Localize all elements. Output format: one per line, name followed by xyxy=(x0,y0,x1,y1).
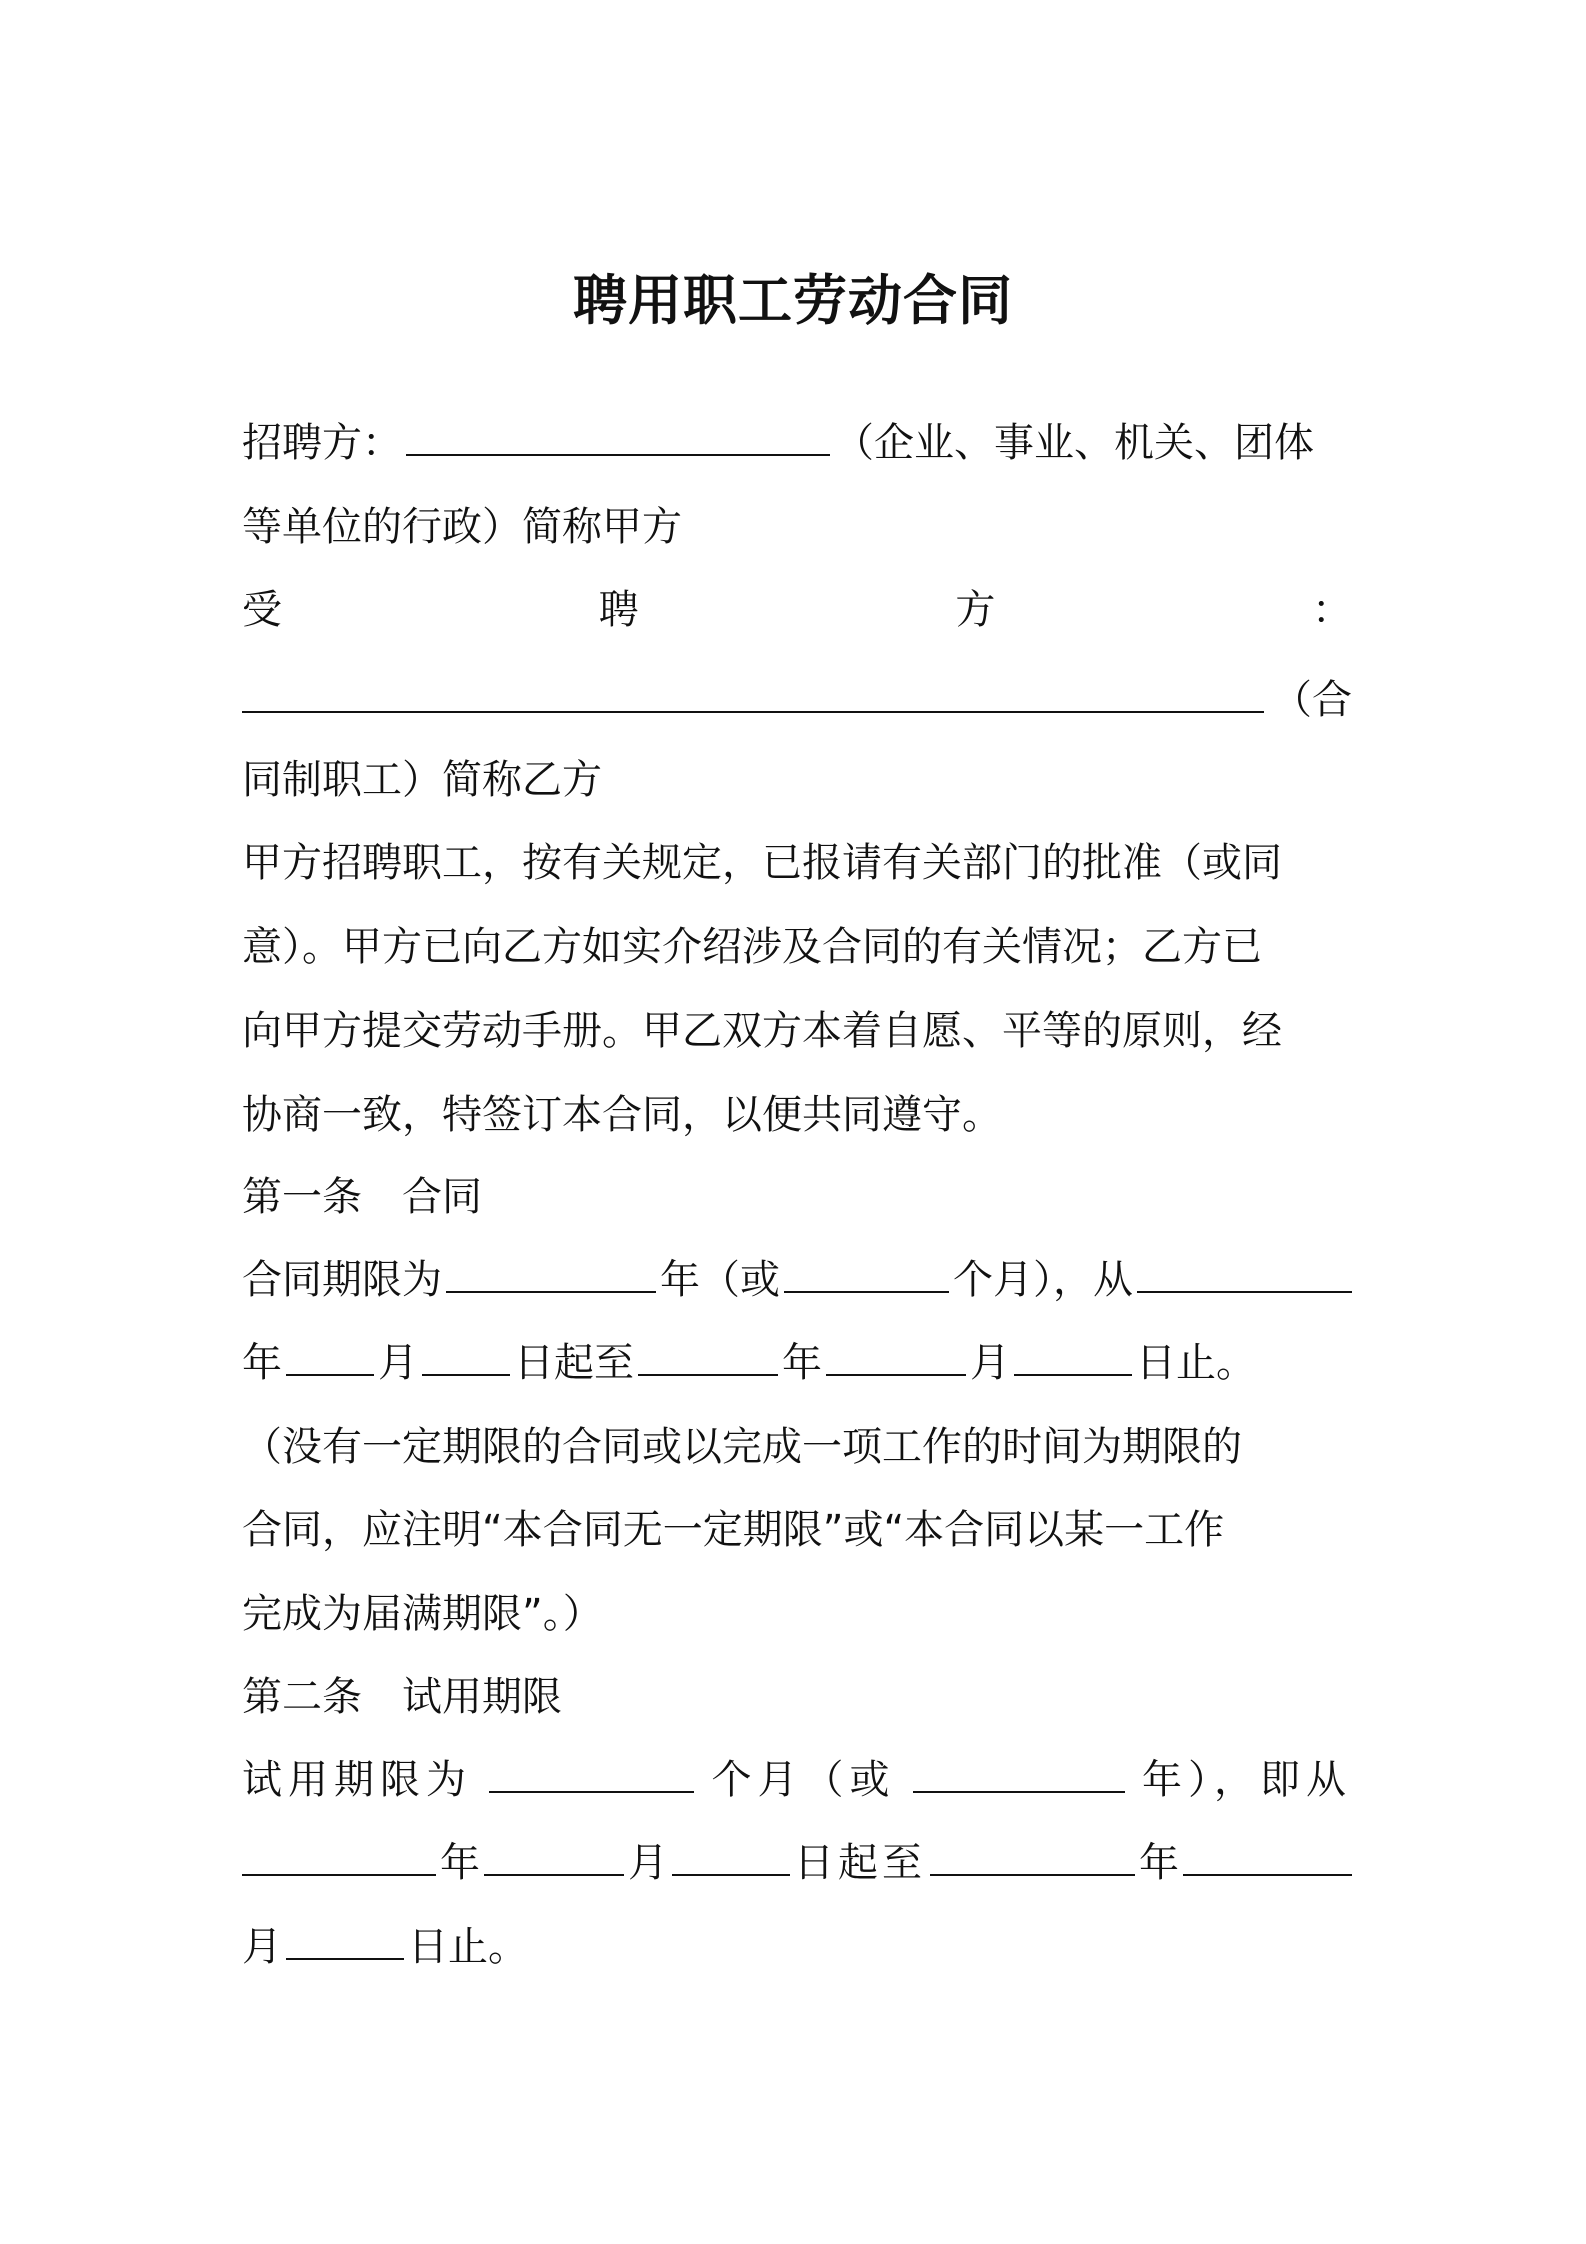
party-a-note: （企业、事业、机关、团体 xyxy=(834,420,1314,466)
month-label: 月 xyxy=(970,1340,1010,1386)
party-b-char: ： xyxy=(1311,587,1352,633)
party-b-label-line xyxy=(242,585,1352,635)
year-label: 年 xyxy=(660,1257,700,1303)
months-from-label: 个月），从 xyxy=(953,1257,1133,1303)
trial-from-month-blank xyxy=(484,1840,624,1876)
from-year-blank xyxy=(1137,1257,1352,1293)
party-b-blank xyxy=(242,677,1264,713)
article-2-end-line xyxy=(242,1922,1352,1972)
party-b-char: 聘 xyxy=(598,587,639,633)
trial-to-month-blank xyxy=(1183,1840,1352,1876)
month-label: 月 xyxy=(628,1840,668,1886)
term-months-blank xyxy=(784,1257,949,1293)
trial-year-from-label: 年），即从 xyxy=(1142,1757,1352,1803)
intro-line: 甲方招聘职工，按有关规定，已报请有关部门的批准（或同 xyxy=(242,840,1282,886)
party-a-label: 招聘方： xyxy=(242,420,402,466)
trial-from-day-blank xyxy=(672,1840,790,1876)
from-day-blank xyxy=(422,1340,510,1376)
month-label: 月 xyxy=(242,1924,282,1970)
trial-months-blank xyxy=(489,1757,694,1793)
day-from-label: 日起至 xyxy=(514,1340,634,1386)
intro-line: 协商一致，特签订本合同，以便共同遵守。 xyxy=(242,1092,1002,1138)
term-label: 合同期限为 xyxy=(242,1257,442,1303)
article-1-note: 合同，应注明“本合同无一定期限”或“本合同以某一工作 xyxy=(242,1507,1225,1553)
intro-line: 意）。甲方已向乙方如实介绍涉及合同的有关情况；乙方已 xyxy=(242,924,1262,970)
year-label: 年 xyxy=(782,1340,822,1386)
article-2-heading: 第二条 试用期限 xyxy=(242,1674,562,1720)
day-end-label: 日止。 xyxy=(408,1924,528,1970)
trial-term-label: 试用期限为 xyxy=(242,1757,472,1803)
trial-to-day-blank xyxy=(286,1924,404,1960)
article-2-term-line xyxy=(242,1755,1352,1805)
trial-years-blank xyxy=(913,1757,1125,1793)
party-a-blank xyxy=(406,420,830,456)
party-a-line xyxy=(242,418,1352,468)
year-label: 年 xyxy=(1139,1840,1179,1886)
trial-to-year-blank xyxy=(930,1840,1135,1876)
trial-from-year-blank xyxy=(242,1840,436,1876)
party-b-blank-line xyxy=(242,675,1352,725)
article-2-date-line xyxy=(242,1838,1352,1888)
to-day-blank xyxy=(1014,1340,1132,1376)
from-month-blank xyxy=(286,1340,374,1376)
day-from-label: 日起至 xyxy=(794,1840,926,1886)
party-b-note: （合 xyxy=(1272,677,1352,723)
article-1-date-line xyxy=(242,1338,1352,1388)
year-label: 年 xyxy=(242,1340,282,1386)
article-1-note: （没有一定期限的合同或以完成一项工作的时间为期限的 xyxy=(242,1424,1242,1470)
term-years-blank xyxy=(446,1257,656,1293)
to-year-blank xyxy=(638,1340,778,1376)
month-label: 月 xyxy=(378,1340,418,1386)
or-label: （或 xyxy=(700,1257,780,1303)
intro-line: 向甲方提交劳动手册。甲乙双方本着自愿、平等的原则，经 xyxy=(242,1008,1282,1054)
party-b-char: 方 xyxy=(955,587,996,633)
party-b-char: 受 xyxy=(242,587,282,633)
party-b-note-cont: 同制职工）简称乙方 xyxy=(242,757,602,803)
year-label: 年 xyxy=(440,1840,480,1886)
to-month-blank xyxy=(826,1340,966,1376)
document-title: 聘用职工劳动合同 xyxy=(573,269,1013,332)
article-1-term-line xyxy=(242,1255,1352,1305)
party-a-note-cont: 等单位的行政）简称甲方 xyxy=(242,504,682,550)
trial-months-or-label: 个月（或 xyxy=(711,1757,896,1803)
article-1-heading: 第一条 合同 xyxy=(242,1174,482,1220)
article-1-note: 完成为届满期限”。） xyxy=(242,1591,603,1637)
day-end-label: 日止。 xyxy=(1136,1340,1256,1386)
